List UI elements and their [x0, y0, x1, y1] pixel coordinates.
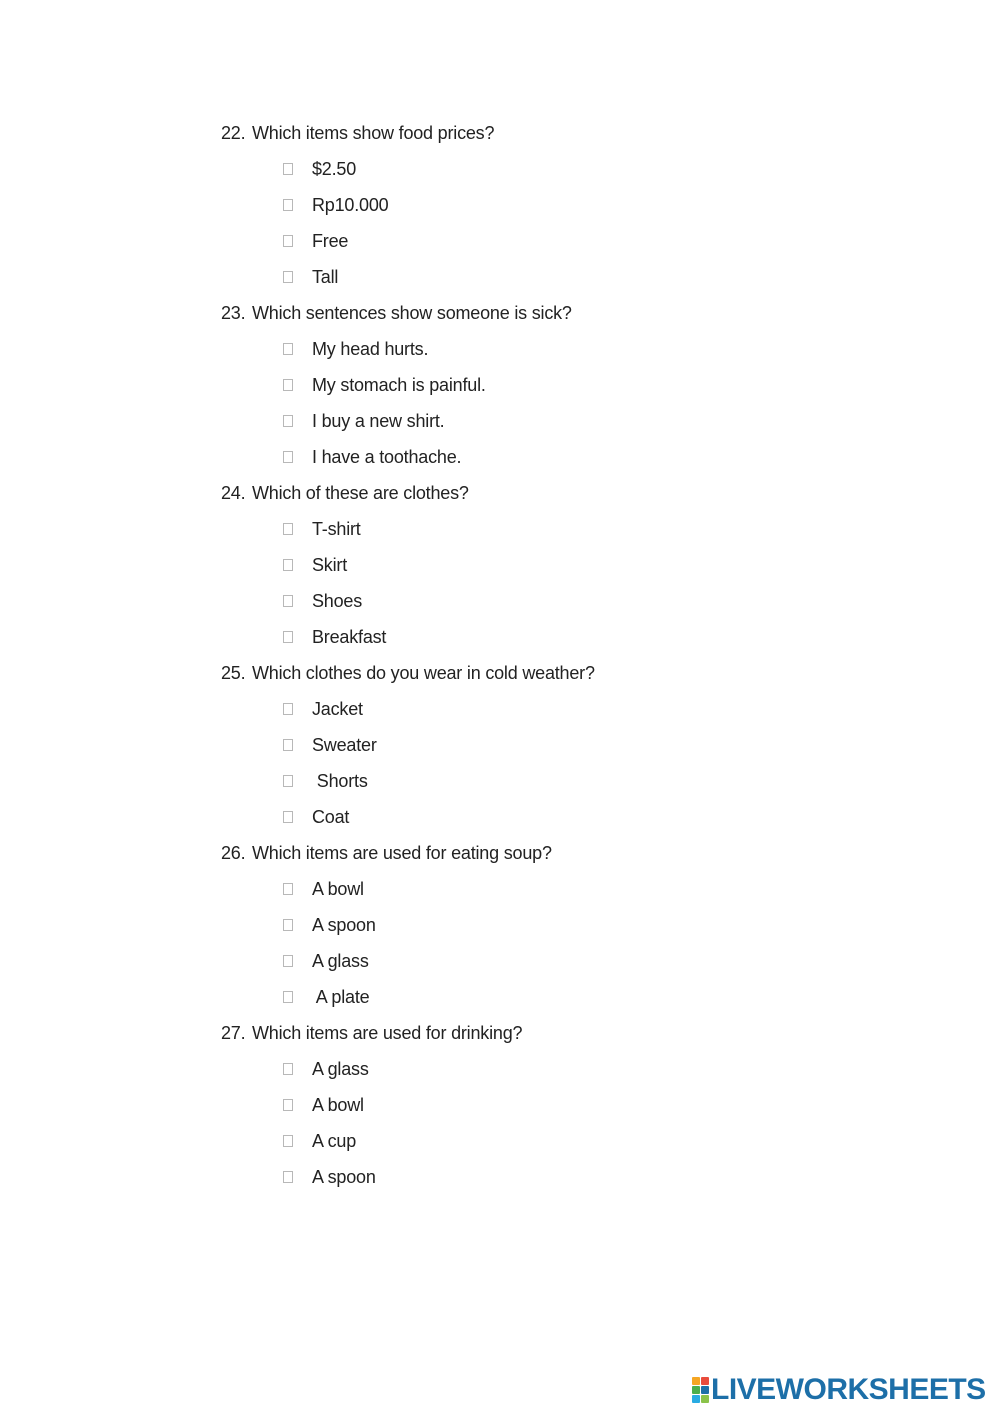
- option-label: I buy a new shirt.: [312, 410, 445, 431]
- option-item: [221, 1056, 921, 1082]
- option-item: [221, 192, 921, 218]
- logo-tile: [692, 1386, 700, 1394]
- option-label: Rp10.000: [312, 194, 389, 215]
- question-23: [221, 300, 921, 470]
- question-header: [221, 1020, 921, 1046]
- checkbox[interactable]: [283, 343, 293, 355]
- worksheet: [221, 120, 921, 1200]
- option-label: Tall: [312, 266, 339, 287]
- option-item: [221, 912, 921, 938]
- question-number: 26.: [221, 842, 246, 863]
- option-label: Sweater: [312, 734, 377, 755]
- question-header: [221, 120, 921, 146]
- question-number: 25.: [221, 662, 246, 683]
- option-list: [221, 516, 921, 650]
- option-item: [221, 588, 921, 614]
- question-22: [221, 120, 921, 290]
- option-list: [221, 1056, 921, 1190]
- question-number: 24.: [221, 482, 246, 503]
- question-header: [221, 840, 921, 866]
- logo-tile: [692, 1395, 700, 1403]
- option-label: A spoon: [312, 1166, 376, 1187]
- question-number: 23.: [221, 302, 246, 323]
- question-number: 27.: [221, 1022, 246, 1043]
- logo-mark-icon: [692, 1377, 709, 1403]
- liveworksheets-logo: [692, 1374, 986, 1406]
- option-label: A cup: [312, 1130, 357, 1151]
- option-label: Shorts: [312, 770, 368, 791]
- logo-tile: [701, 1377, 709, 1385]
- option-label: Shoes: [312, 590, 363, 611]
- question-text: Which items are used for drinking?: [252, 1022, 523, 1043]
- checkbox[interactable]: [283, 559, 293, 571]
- option-item: [221, 948, 921, 974]
- option-label: A bowl: [312, 878, 364, 899]
- option-list: [221, 876, 921, 1010]
- question-header: [221, 660, 921, 686]
- checkbox[interactable]: [283, 775, 293, 787]
- option-item: [221, 408, 921, 434]
- question-25: [221, 660, 921, 830]
- option-item: [221, 1128, 921, 1154]
- checkbox[interactable]: [283, 991, 293, 1003]
- question-24: [221, 480, 921, 650]
- checkbox[interactable]: [283, 199, 293, 211]
- option-item: [221, 876, 921, 902]
- checkbox[interactable]: [283, 451, 293, 463]
- checkbox[interactable]: [283, 1171, 293, 1183]
- option-label: A glass: [312, 950, 369, 971]
- question-text: Which items are used for eating soup?: [252, 842, 552, 863]
- option-item: [221, 444, 921, 470]
- checkbox[interactable]: [283, 523, 293, 535]
- option-label: T-shirt: [312, 518, 361, 539]
- checkbox[interactable]: [283, 235, 293, 247]
- checkbox[interactable]: [283, 1099, 293, 1111]
- option-label: A glass: [312, 1058, 369, 1079]
- option-label: A spoon: [312, 914, 376, 935]
- option-item: [221, 228, 921, 254]
- option-list: [221, 156, 921, 290]
- question-text: Which of these are clothes?: [252, 482, 469, 503]
- option-item: [221, 984, 921, 1010]
- checkbox[interactable]: [283, 1063, 293, 1075]
- checkbox[interactable]: [283, 379, 293, 391]
- question-header: [221, 300, 921, 326]
- option-label: Jacket: [312, 698, 363, 719]
- checkbox[interactable]: [283, 703, 293, 715]
- question-number: 22.: [221, 122, 246, 143]
- logo-text: LIVEWORKSHEETS: [711, 1373, 986, 1406]
- logo-tile: [692, 1377, 700, 1385]
- checkbox[interactable]: [283, 163, 293, 175]
- option-label: Free: [312, 230, 349, 251]
- checkbox[interactable]: [283, 631, 293, 643]
- option-item: [221, 264, 921, 290]
- option-label: Breakfast: [312, 626, 387, 647]
- option-item: [221, 768, 921, 794]
- option-list: [221, 336, 921, 470]
- question-text: Which sentences show someone is sick?: [252, 302, 572, 323]
- option-item: [221, 1092, 921, 1118]
- option-item: [221, 156, 921, 182]
- logo-tile: [701, 1386, 709, 1394]
- option-label: My stomach is painful.: [312, 374, 486, 395]
- checkbox[interactable]: [283, 883, 293, 895]
- option-item: [221, 336, 921, 362]
- question-text: Which clothes do you wear in cold weather?: [252, 662, 595, 683]
- question-27: [221, 1020, 921, 1190]
- option-item: [221, 1164, 921, 1190]
- checkbox[interactable]: [283, 811, 293, 823]
- option-list: [221, 696, 921, 830]
- option-item: [221, 516, 921, 542]
- question-26: [221, 840, 921, 1010]
- option-label: A plate: [312, 986, 370, 1007]
- option-label: A bowl: [312, 1094, 364, 1115]
- checkbox[interactable]: [283, 271, 293, 283]
- option-item: [221, 696, 921, 722]
- option-label: I have a toothache.: [312, 446, 462, 467]
- question-header: [221, 480, 921, 506]
- checkbox[interactable]: [283, 919, 293, 931]
- option-label: Skirt: [312, 554, 348, 575]
- checkbox[interactable]: [283, 739, 293, 751]
- checkbox[interactable]: [283, 955, 293, 967]
- option-label: $2.50: [312, 158, 357, 179]
- option-item: [221, 372, 921, 398]
- logo-tile: [701, 1395, 709, 1403]
- option-label: My head hurts.: [312, 338, 429, 359]
- option-label: Coat: [312, 806, 350, 827]
- question-text: Which items show food prices?: [252, 122, 495, 143]
- option-item: [221, 732, 921, 758]
- option-item: [221, 624, 921, 650]
- option-item: [221, 804, 921, 830]
- option-item: [221, 552, 921, 578]
- checkbox[interactable]: [283, 595, 293, 607]
- checkbox[interactable]: [283, 415, 293, 427]
- checkbox[interactable]: [283, 1135, 293, 1147]
